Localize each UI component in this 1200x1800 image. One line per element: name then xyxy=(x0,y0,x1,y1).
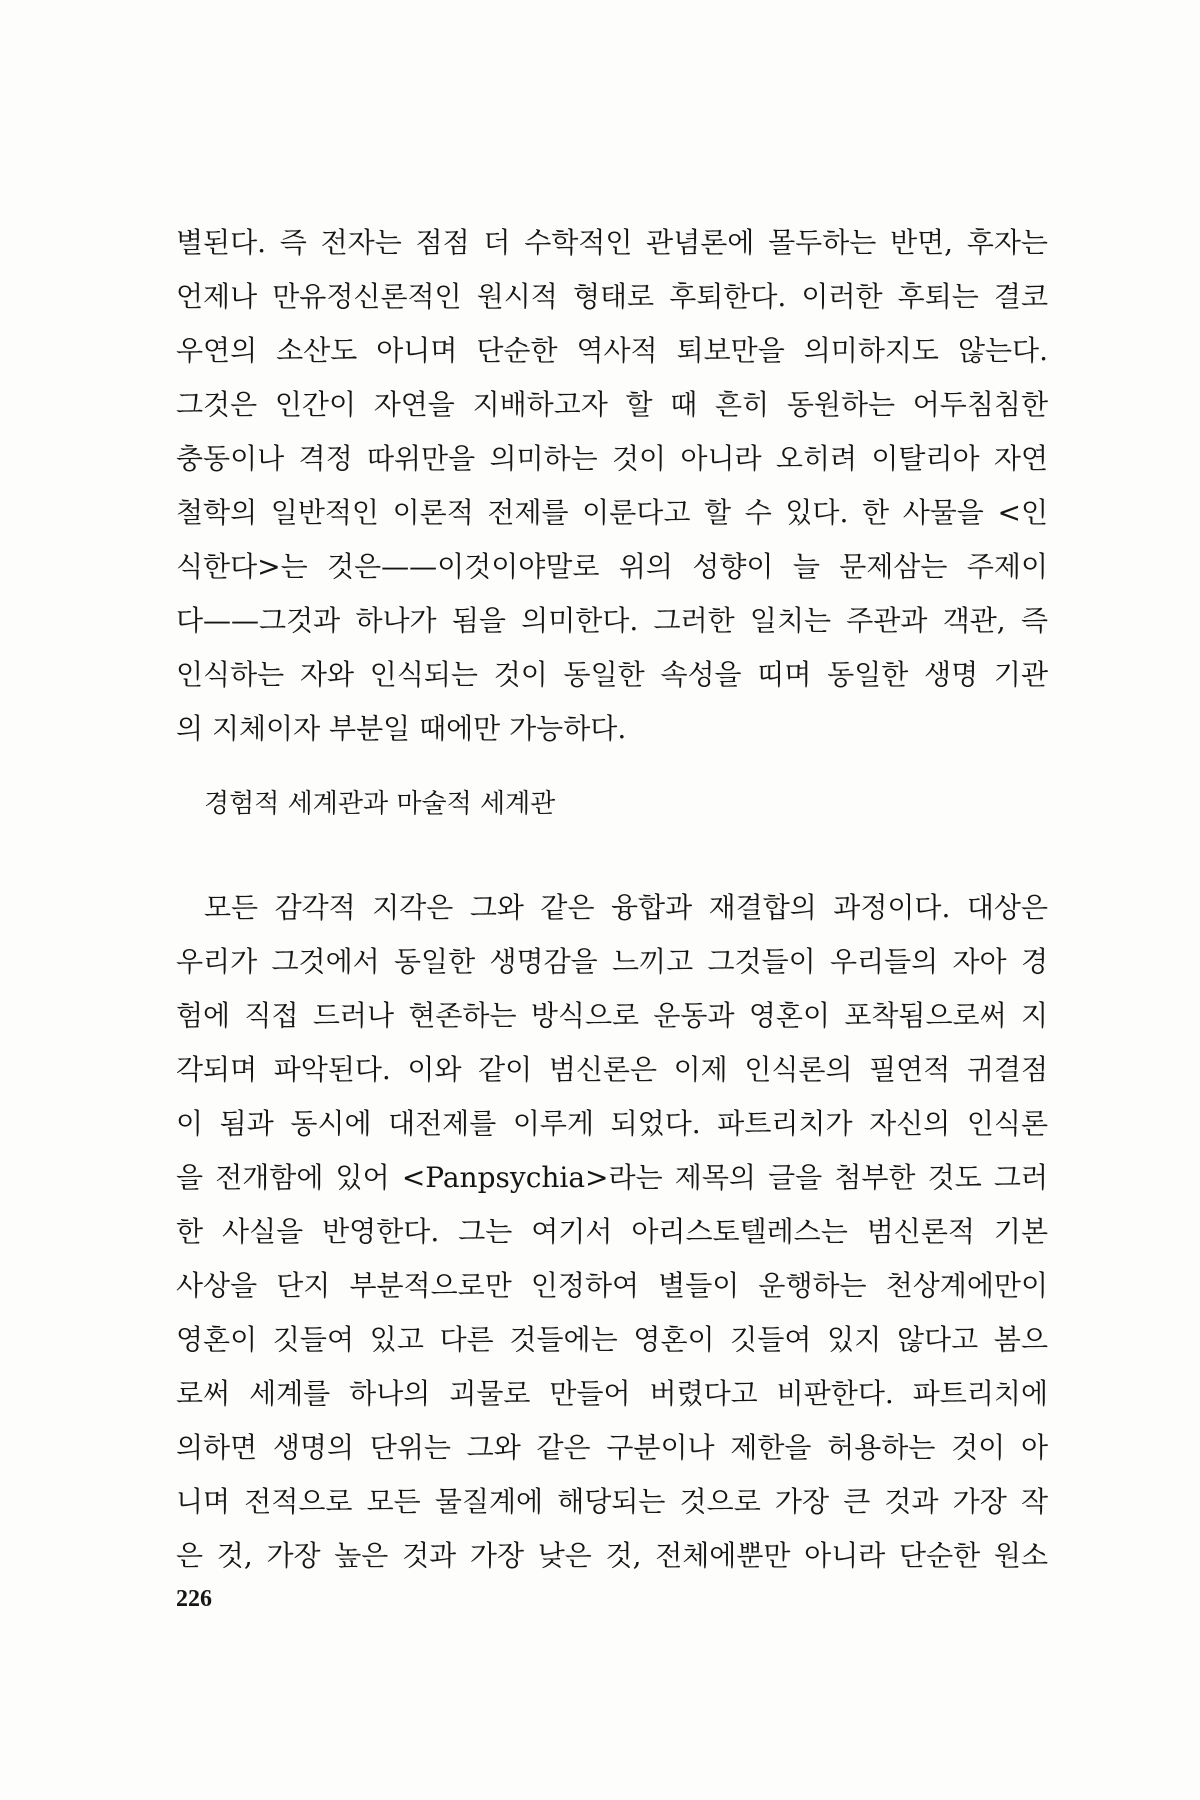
text-line: 영혼이 깃들여 있고 다른 것들에는 영혼이 깃들여 있지 않다고 봄으 xyxy=(176,1323,1048,1356)
text-line: 그것은 인간이 자연을 지배하고자 할 때 흔히 동원하는 어두침침한 xyxy=(176,388,1048,421)
text-line: 한 사실을 반영한다. 그는 여기서 아리스토텔레스는 범신론적 기본 xyxy=(176,1215,1048,1248)
paragraph-2 xyxy=(176,881,1048,1583)
text-line: 인식하는 자와 인식되는 것이 동일한 속성을 띠며 동일한 생명 기관 xyxy=(176,658,1048,691)
text-line: 이 됨과 동시에 대전제를 이루게 되었다. 파트리치가 자신의 인식론 xyxy=(176,1107,1048,1140)
paragraph-1 xyxy=(176,216,1048,756)
text-line: 모든 감각적 지각은 그와 같은 융합과 재결합의 과정이다. 대상은 xyxy=(204,891,1048,924)
text-line: 우연의 소산도 아니며 단순한 역사적 퇴보만을 의미하지도 않는다. xyxy=(176,334,1048,367)
text-line: 사상을 단지 부분적으로만 인정하여 별들이 운행하는 천상계에만이 xyxy=(176,1269,1048,1302)
text-line: 철학의 일반적인 이론적 전제를 이룬다고 할 수 있다. 한 사물을 <인 xyxy=(176,496,1048,529)
text-line: 로써 세계를 하나의 괴물로 만들어 버렸다고 비판한다. 파트리치에 xyxy=(176,1377,1048,1410)
text-line: 언제나 만유정신론적인 원시적 형태로 후퇴한다. 이러한 후퇴는 결코 xyxy=(176,280,1048,313)
text-line: 은 것, 가장 높은 것과 가장 낮은 것, 전체에뿐만 아니라 단순한 원소 xyxy=(176,1539,1048,1572)
text-line: 을 전개함에 있어 <Panpsychia>라는 제목의 글을 첨부한 것도 그러 xyxy=(176,1161,1048,1194)
text-line: 충동이나 격정 따위만을 의미하는 것이 아니라 오히려 이탈리아 자연 xyxy=(176,442,1048,475)
text-line: 별된다. 즉 전자는 점점 더 수학적인 관념론에 몰두하는 반면, 후자는 xyxy=(176,226,1048,259)
text-line: 각되며 파악된다. 이와 같이 범신론은 이제 인식론의 필연적 귀결점 xyxy=(176,1053,1048,1086)
section-heading: 경험적 세계관과 마술적 세계관 xyxy=(204,789,556,819)
text-line: 다——그것과 하나가 됨을 의미한다. 그러한 일치는 주관과 객관, 즉 xyxy=(176,604,1048,637)
text-line: 식한다>는 것은——이것이야말로 위의 성향이 늘 문제삼는 주제이 xyxy=(176,550,1048,583)
text-line: 니며 전적으로 모든 물질계에 해당되는 것으로 가장 큰 것과 가장 작 xyxy=(176,1485,1048,1518)
text-line: 의하면 생명의 단위는 그와 같은 구분이나 제한을 허용하는 것이 아 xyxy=(176,1431,1048,1464)
page-number: 226 xyxy=(176,1586,212,1612)
text-line: 험에 직접 드러나 현존하는 방식으로 운동과 영혼이 포착됨으로써 지 xyxy=(176,999,1048,1032)
text-line: 우리가 그것에서 동일한 생명감을 느끼고 그것들이 우리들의 자아 경 xyxy=(176,945,1048,978)
text-line: 의 지체이자 부분일 때에만 가능하다. xyxy=(176,712,627,745)
